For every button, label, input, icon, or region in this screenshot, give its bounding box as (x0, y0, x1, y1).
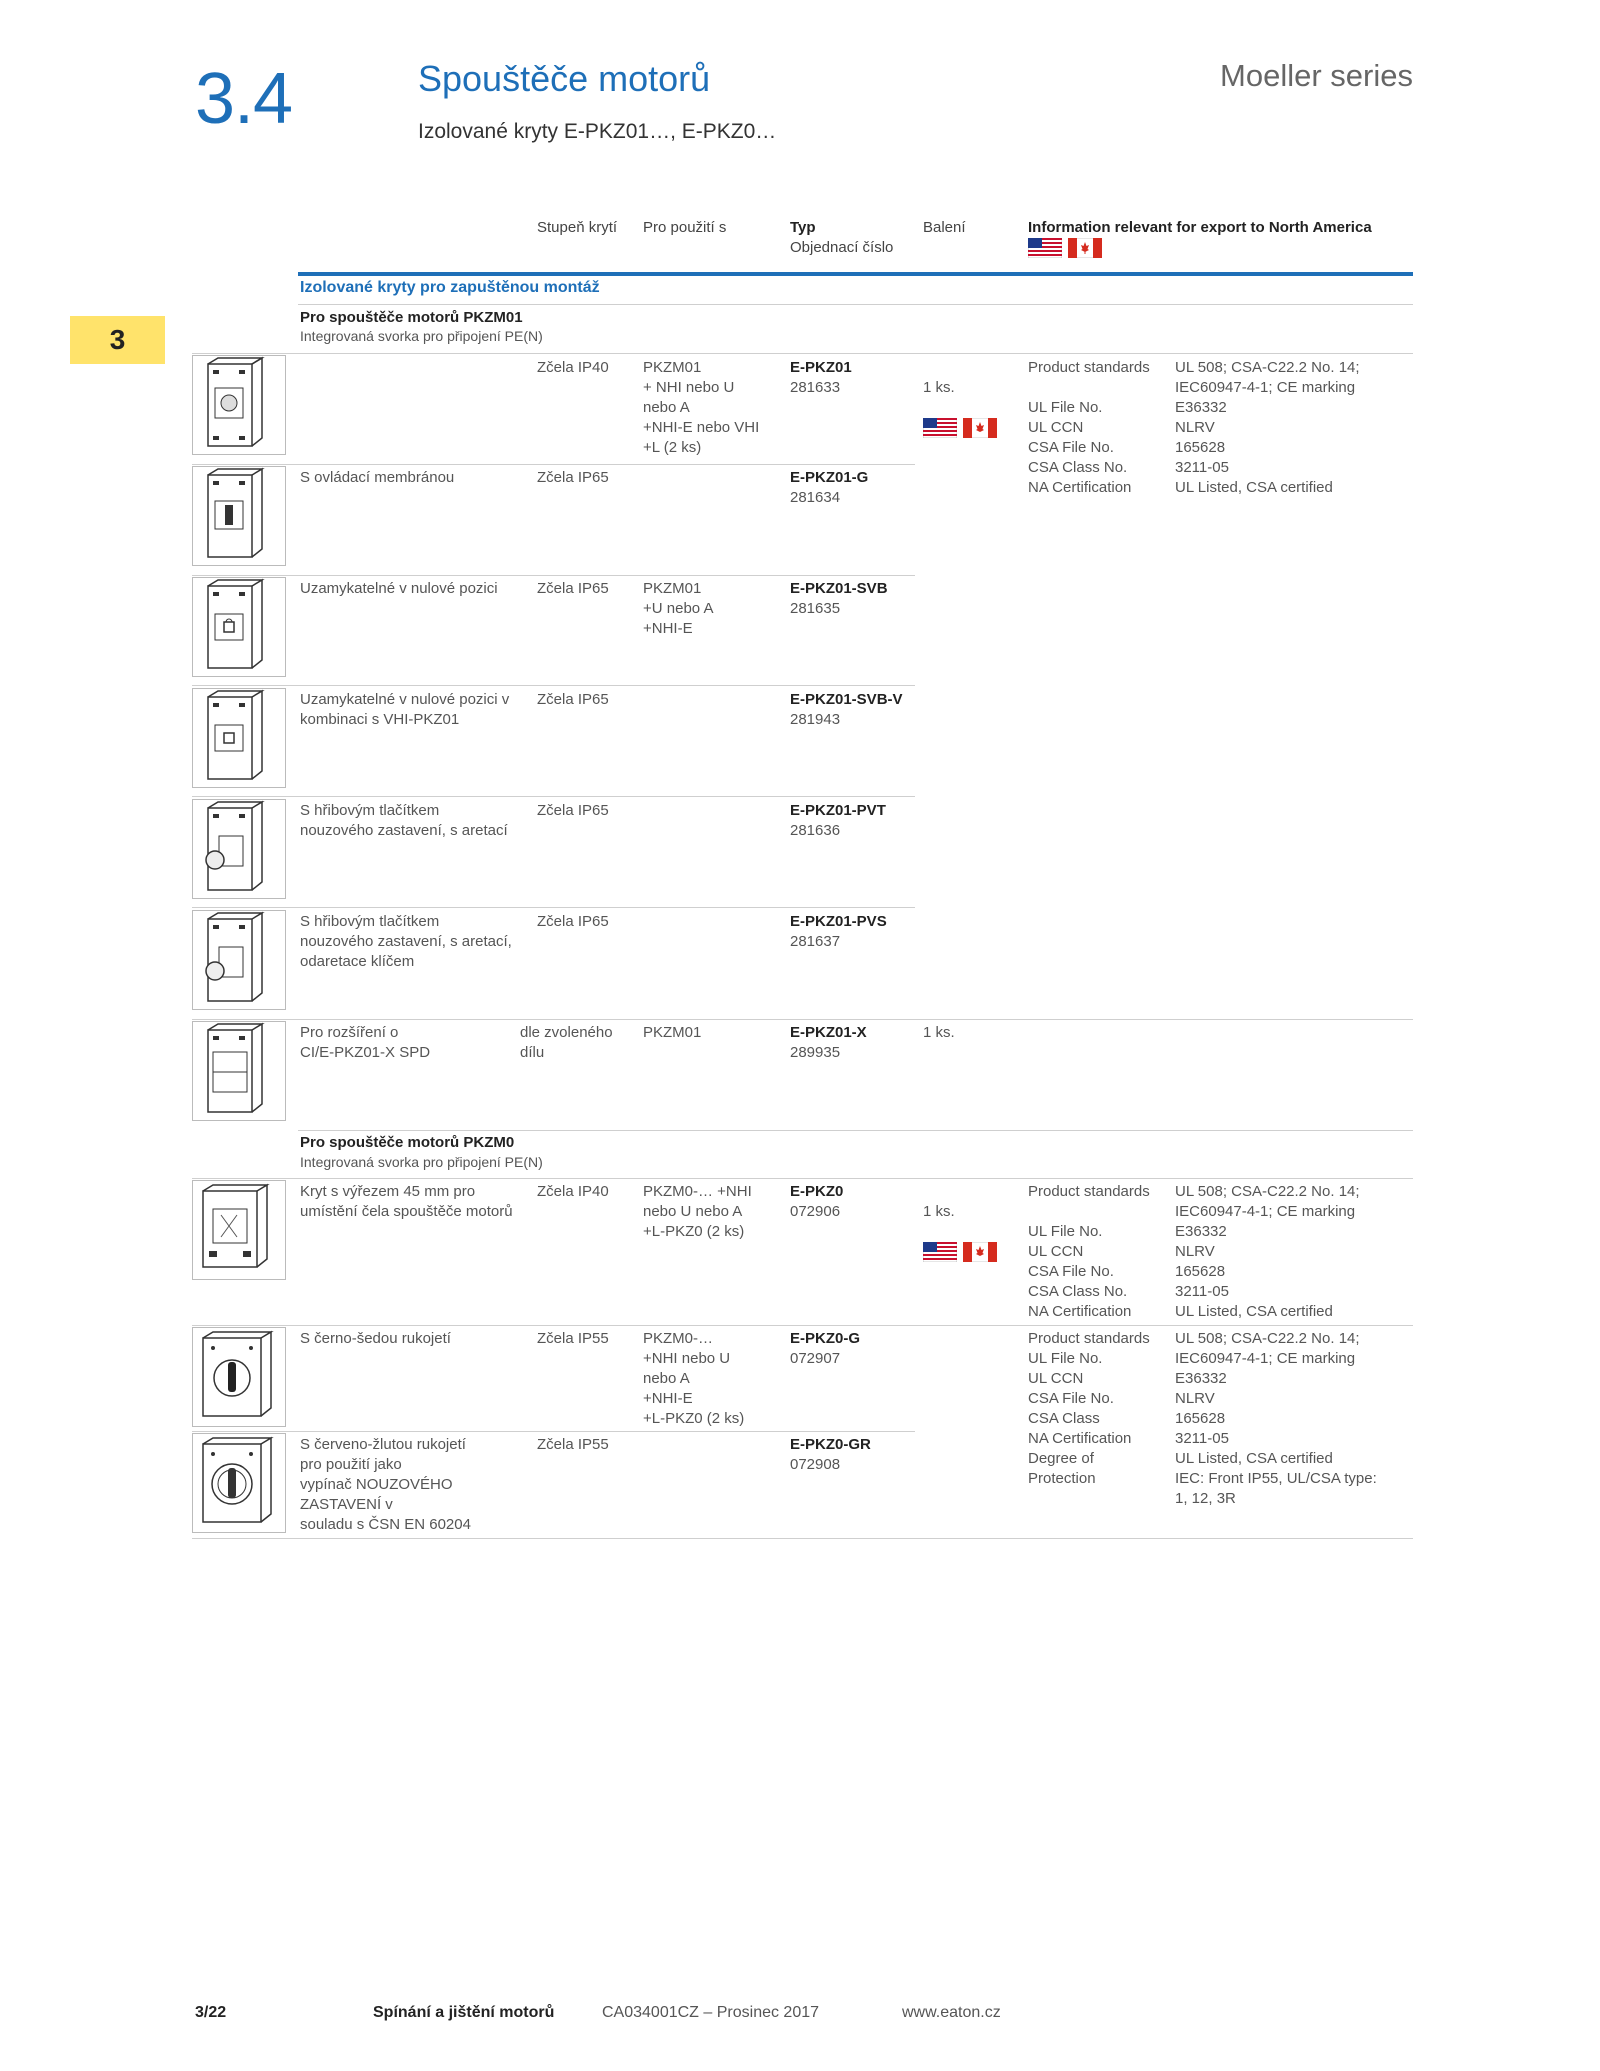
divider (192, 1019, 1413, 1020)
product-image (192, 688, 286, 788)
order-number: 281943 (790, 711, 841, 728)
type-code: E-PKZ0-G (790, 1330, 861, 1347)
na-value: UL 508; CSA-C22.2 No. 14; (1175, 1330, 1360, 1347)
col-na-label: Information relevant for export to North America (1028, 219, 1372, 236)
canada-flag-icon (963, 1242, 997, 1262)
divider (192, 1431, 915, 1432)
row-use-with: PKZM0-… +NHI nebo U nebo A +NHI-E +L-PKZ0 (2 ks) (643, 1330, 745, 1427)
na-value: E36332 (1175, 1223, 1227, 1240)
na-key: CSA File No. (1028, 1263, 1114, 1280)
na-key: NA Certification (1028, 479, 1132, 496)
row-use-with: PKZM01 + NHI nebo U nebo A +NHI-E nebo VHI +L (2 ks) (643, 359, 760, 456)
series-label: Moeller series (1220, 58, 1413, 93)
na-value: UL 508; CSA-C22.2 No. 14; IEC60947-4-1; CE marking (1175, 359, 1360, 396)
na-value: E36332 (1175, 399, 1227, 416)
na-key: NA Certification (1028, 1430, 1132, 1447)
row-type (790, 1435, 871, 1475)
section-subtitle: Izolované kryty E-PKZ01…, E-PKZ0… (418, 120, 777, 143)
order-number: 072907 (790, 1350, 841, 1367)
type-code: E-PKZ01-SVB-V (790, 691, 903, 708)
divider (192, 685, 915, 686)
pack-qty: 1 ks. (923, 379, 955, 396)
row-use-with: PKZM01 +U nebo A +NHI-E (643, 580, 714, 637)
na-value: UL 508; CSA-C22.2 No. 14; IEC60947-4-1; CE marking (1175, 1183, 1360, 1220)
row-pack (923, 1182, 1003, 1262)
us-flag-icon (923, 418, 957, 438)
col-type (790, 218, 893, 258)
row-pack (923, 358, 1003, 438)
na-key: UL File No. (1028, 1223, 1103, 1240)
na-key: UL File No. (1028, 1350, 1103, 1367)
group-title: Izolované kryty pro zapuštěnou montáž (300, 279, 600, 296)
row-protection: Zčela IP40 (537, 359, 609, 376)
order-number: 281636 (790, 822, 841, 839)
subsection-desc-pkzm01: Integrovaná svorka pro připojení PE(N) (300, 328, 543, 344)
divider (192, 796, 915, 797)
na-key: Protection (1028, 1470, 1096, 1487)
col-type-label: Typ (790, 219, 816, 236)
row-desc: S červeno-žlutou rukojetí pro použití jako vypínač NOUZOVÉHO ZASTAVENÍ v souladu s ČSN EN 60204 (300, 1436, 471, 1533)
type-code: E-PKZ01-X (790, 1024, 867, 1041)
col-order-no: Objednací číslo (790, 239, 894, 256)
section-number: 3.4 (195, 59, 293, 139)
row-protection: Zčela IP65 (537, 580, 609, 597)
product-image (192, 577, 286, 677)
row-type (790, 690, 903, 730)
type-code: E-PKZ01-PVS (790, 913, 887, 930)
row-desc: Uzamykatelné v nulové pozici (300, 580, 498, 597)
us-flag-icon (923, 1242, 957, 1262)
row-desc: Pro rozšíření o CI/E-PKZ01-X SPD (300, 1024, 431, 1061)
row-protection: Zčela IP65 (537, 691, 609, 708)
divider (192, 907, 915, 908)
na-value: UL Listed, CSA certified (1175, 1450, 1333, 1467)
na-value: 165628 (1175, 439, 1226, 456)
na-key: CSA File No. (1028, 439, 1114, 456)
divider (192, 464, 915, 465)
na-key: Product standards (1028, 1183, 1150, 1200)
row-type (790, 1023, 867, 1063)
row-protection: Zčela IP40 (537, 1183, 609, 1200)
row-type (790, 1182, 843, 1222)
divider (192, 353, 1413, 354)
row-desc: S ovládací membránou (300, 469, 455, 486)
product-image (192, 910, 286, 1010)
row-use-with: PKZM0-… +NHI nebo U nebo A +L-PKZ0 (2 ks) (643, 1183, 752, 1240)
na-value: 3211-05 (1175, 1283, 1229, 1300)
col-use-with: Pro použití s (643, 219, 727, 236)
row-use-with: PKZM01 (643, 1024, 702, 1041)
subsection-title-pkzm01: Pro spouštěče motorů PKZM01 (300, 309, 523, 326)
type-code: E-PKZ0-GR (790, 1436, 871, 1453)
na-value: 165628 (1175, 1410, 1226, 1427)
product-image (192, 1433, 286, 1533)
na-value: 3211-05 (1175, 1430, 1229, 1447)
order-number: 072908 (790, 1456, 841, 1473)
col-pack: Balení (923, 219, 966, 236)
row-type (790, 801, 886, 841)
na-value: NLRV (1175, 419, 1215, 436)
footer-page-number: 3/22 (195, 2004, 227, 2021)
row-type (790, 579, 888, 619)
row-pack: 1 ks. (923, 1024, 955, 1041)
na-key: UL File No. (1028, 399, 1103, 416)
row-type (790, 358, 852, 398)
na-value: IEC60947-4-1; CE marking (1175, 1350, 1356, 1367)
footer-title: Spínání a jištění motorů (373, 2004, 555, 2021)
na-key: NA Certification (1028, 1303, 1132, 1320)
section-title: Spouštěče motorů (418, 58, 711, 99)
product-image (192, 1180, 286, 1280)
type-code: E-PKZ01 (790, 359, 852, 376)
na-value: NLRV (1175, 1243, 1215, 1260)
product-image (192, 1327, 286, 1427)
na-key: Degree of (1028, 1450, 1094, 1467)
pack-qty: 1 ks. (923, 1203, 955, 1220)
na-value: NLRV (1175, 1390, 1215, 1407)
na-value: UL Listed, CSA certified (1175, 479, 1333, 496)
canada-flag-icon (963, 418, 997, 438)
na-key: UL CCN (1028, 419, 1084, 436)
na-value: UL Listed, CSA certified (1175, 1303, 1333, 1320)
row-desc: S hřibovým tlačítkem nouzového zastavení, s aretací, odaretace klíčem (300, 913, 512, 970)
row-type (790, 468, 868, 508)
na-value: E36332 (1175, 1370, 1227, 1387)
footer-website-link[interactable]: www.eaton.cz (902, 2004, 1001, 2021)
order-number: 281633 (790, 379, 841, 396)
order-number: 072906 (790, 1203, 841, 1220)
type-code: E-PKZ01-SVB (790, 580, 888, 597)
product-image (192, 355, 286, 455)
row-desc: Uzamykatelné v nulové pozici v kombinaci s VHI-PKZ01 (300, 691, 510, 728)
divider (192, 1178, 1413, 1179)
row-protection: Zčela IP55 (537, 1436, 609, 1453)
subsection-desc-pkzm0: Integrovaná svorka pro připojení PE(N) (300, 1154, 543, 1170)
header-rule (298, 272, 1413, 276)
na-key: UL CCN (1028, 1370, 1084, 1387)
order-number: 281635 (790, 600, 841, 617)
canada-flag-icon (1068, 238, 1102, 258)
divider (298, 1130, 1413, 1131)
row-protection: Zčela IP65 (537, 913, 609, 930)
row-protection: Zčela IP55 (537, 1330, 609, 1347)
col-na-info (1028, 218, 1372, 258)
order-number: 281637 (790, 933, 841, 950)
na-value: 165628 (1175, 1263, 1226, 1280)
type-code: E-PKZ01-PVT (790, 802, 886, 819)
divider (192, 1325, 1413, 1326)
na-key: Product standards (1028, 1330, 1150, 1347)
row-protection: Zčela IP65 (537, 469, 609, 486)
na-value: 3211-05 (1175, 459, 1229, 476)
na-key: Product standards (1028, 359, 1150, 376)
row-type (790, 1329, 860, 1369)
subsection-title-pkzm0: Pro spouštěče motorů PKZM0 (300, 1134, 515, 1151)
na-value: IEC: Front IP55, UL/CSA type: 1, 12, 3R (1175, 1470, 1377, 1507)
divider (192, 1538, 1413, 1539)
na-key: UL CCN (1028, 1243, 1084, 1260)
col-protection: Stupeň krytí (537, 219, 618, 236)
na-key: CSA Class No. (1028, 1283, 1128, 1300)
na-info-block (1028, 358, 1385, 498)
row-type (790, 912, 887, 952)
row-desc: S černo-šedou rukojetí (300, 1330, 451, 1347)
us-flag-icon (1028, 238, 1062, 258)
na-info-block (1028, 1329, 1385, 1509)
na-key: CSA Class No. (1028, 459, 1128, 476)
row-protection: Zčela IP65 (537, 802, 609, 819)
product-image (192, 1021, 286, 1121)
na-key: CSA File No. (1028, 1390, 1114, 1407)
chapter-tab[interactable]: 3 (70, 316, 165, 364)
type-code: E-PKZ0 (790, 1183, 844, 1200)
na-key: CSA Class (1028, 1410, 1100, 1427)
product-image (192, 799, 286, 899)
row-protection: dle zvoleného dílu (520, 1024, 613, 1061)
row-desc: Kryt s výřezem 45 mm pro umístění čela spouštěče motorů (300, 1183, 513, 1220)
type-code: E-PKZ01-G (790, 469, 869, 486)
order-number: 289935 (790, 1044, 841, 1061)
divider (192, 575, 915, 576)
row-desc: S hřibovým tlačítkem nouzového zastavení, s aretací (300, 802, 508, 839)
divider (298, 304, 1413, 305)
product-image (192, 466, 286, 566)
footer-catalog-code: CA034001CZ – Prosinec 2017 (602, 2004, 820, 2021)
order-number: 281634 (790, 489, 841, 506)
na-info-block (1028, 1182, 1385, 1322)
